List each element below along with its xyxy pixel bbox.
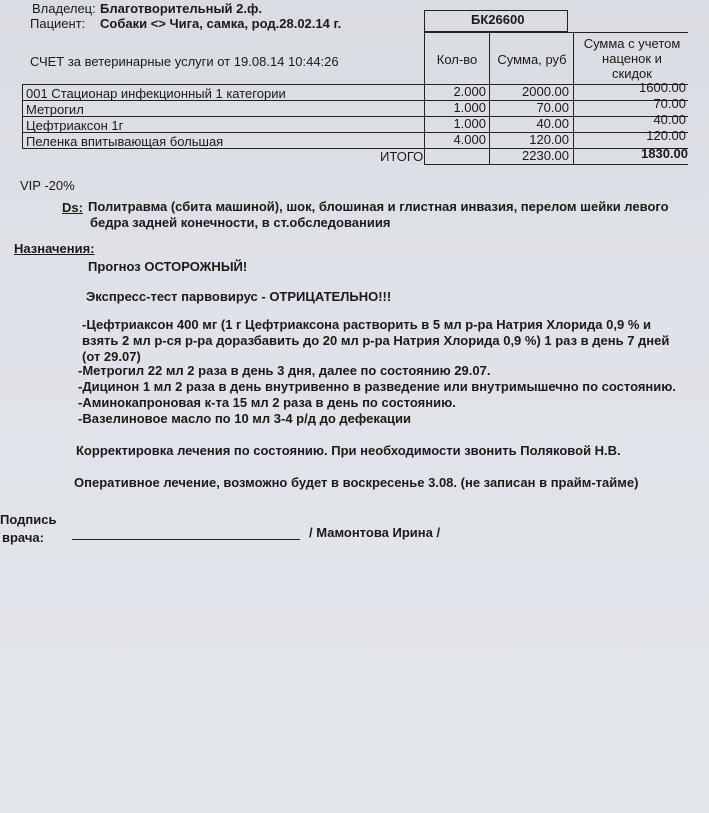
invoice-title: СЧЕТ за ветеринарные услуги от 19.08.14 10:44:26 <box>30 54 339 69</box>
row-name: Метрогил <box>26 102 84 117</box>
medication-line: (от 29.07) <box>82 349 141 364</box>
row-sum: 70.00 <box>536 100 569 115</box>
col-sum-header: Сумма, руб <box>497 52 567 67</box>
row-qty: 4.000 <box>453 132 486 147</box>
total-sum: 2230.00 <box>522 148 569 163</box>
row-sum: 40.00 <box>536 116 569 131</box>
col-qty-header: Кол-во <box>436 52 478 67</box>
prescriptions-label: Назначения: <box>14 241 95 256</box>
prognosis-text: Прогноз ОСТОРОЖНЫЙ! <box>88 259 248 274</box>
owner-value: Благотворительный 2.ф. <box>100 1 262 16</box>
correction-note: Корректировка лечения по состоянию. При необходимости звонить Поляковой Н.В. <box>76 443 621 458</box>
medication-line: -Метрогил 22 мл 2 раза в день 3 дня, далее по состоянию 29.07. <box>78 363 491 378</box>
row-name: 001 Стационар инфекционный 1 категории <box>26 86 286 101</box>
row-final: 1600.00 <box>639 80 686 95</box>
owner-label: Владелец: <box>32 1 96 16</box>
medication-line: -Аминокапроновая к-та 15 мл 2 раза в день по состоянию. <box>78 395 456 410</box>
patient-label: Пациент: <box>30 16 86 31</box>
row-sum: 120.00 <box>529 132 569 147</box>
row-qty: 2.000 <box>453 84 486 99</box>
signature-label-1: Подпись <box>0 512 57 527</box>
doctor-name: / Мамонтова Ирина / <box>309 525 441 540</box>
total-final: 1830.00 <box>641 146 688 161</box>
diagnosis-line-1: Политравма (сбита машиной), шок, блошиная и глистная инвазия, перелом шейки левого <box>88 199 669 214</box>
col-final-header: Сумма с учетом наценок и скидок <box>583 36 681 81</box>
row-sum: 2000.00 <box>522 84 569 99</box>
patient-value: Собаки <> Чига, самка, род.28.02.14 г. <box>100 16 342 31</box>
surgery-note: Оперативное лечение, возможно будет в воскресенье 3.08. (не записан в прайм-тайме) <box>74 475 639 490</box>
row-qty: 1.000 <box>453 100 486 115</box>
discount-label: VIP -20% <box>20 178 75 193</box>
total-label: ИТОГО <box>380 149 424 164</box>
signature-line <box>72 539 300 540</box>
medication-line: -Вазелиновое масло по 10 мл 3-4 р/д до дефекации <box>78 411 412 426</box>
medication-line: -Цефтриаксон 400 мг (1 г Цефтриаксона растворить в 5 мл р-ра Натрия Хлорида 0,9 % и <box>82 317 651 332</box>
parvovirus-test-text: Экспресс-тест парвовирус - ОТРИЦАТЕЛЬНО!!! <box>86 289 392 304</box>
row-final: 40.00 <box>653 112 686 127</box>
medication-line: -Дицинон 1 мл 2 раза в день внутривенно в разведение или внутримышечно по состоянию. <box>78 379 676 394</box>
signature-label-2: врача: <box>2 530 44 545</box>
diagnosis-label: Ds: <box>62 200 83 215</box>
row-final: 120.00 <box>646 128 686 143</box>
diagnosis-line-2: бедра задней конечности, в ст.обследованиия <box>90 215 391 230</box>
row-final: 70.00 <box>653 96 686 111</box>
row-name: Цефтриаксон 1г <box>26 118 124 133</box>
row-name: Пеленка впитывающая большая <box>26 134 224 149</box>
medication-line: взять 2 мл р-ся р-ра доразбавить до 20 мл р-ра Натрия Хлорида 0,9 %) 1 раз в день 7 дней <box>82 333 670 348</box>
row-qty: 1.000 <box>453 116 486 131</box>
card-number: БК26600 <box>471 12 525 27</box>
